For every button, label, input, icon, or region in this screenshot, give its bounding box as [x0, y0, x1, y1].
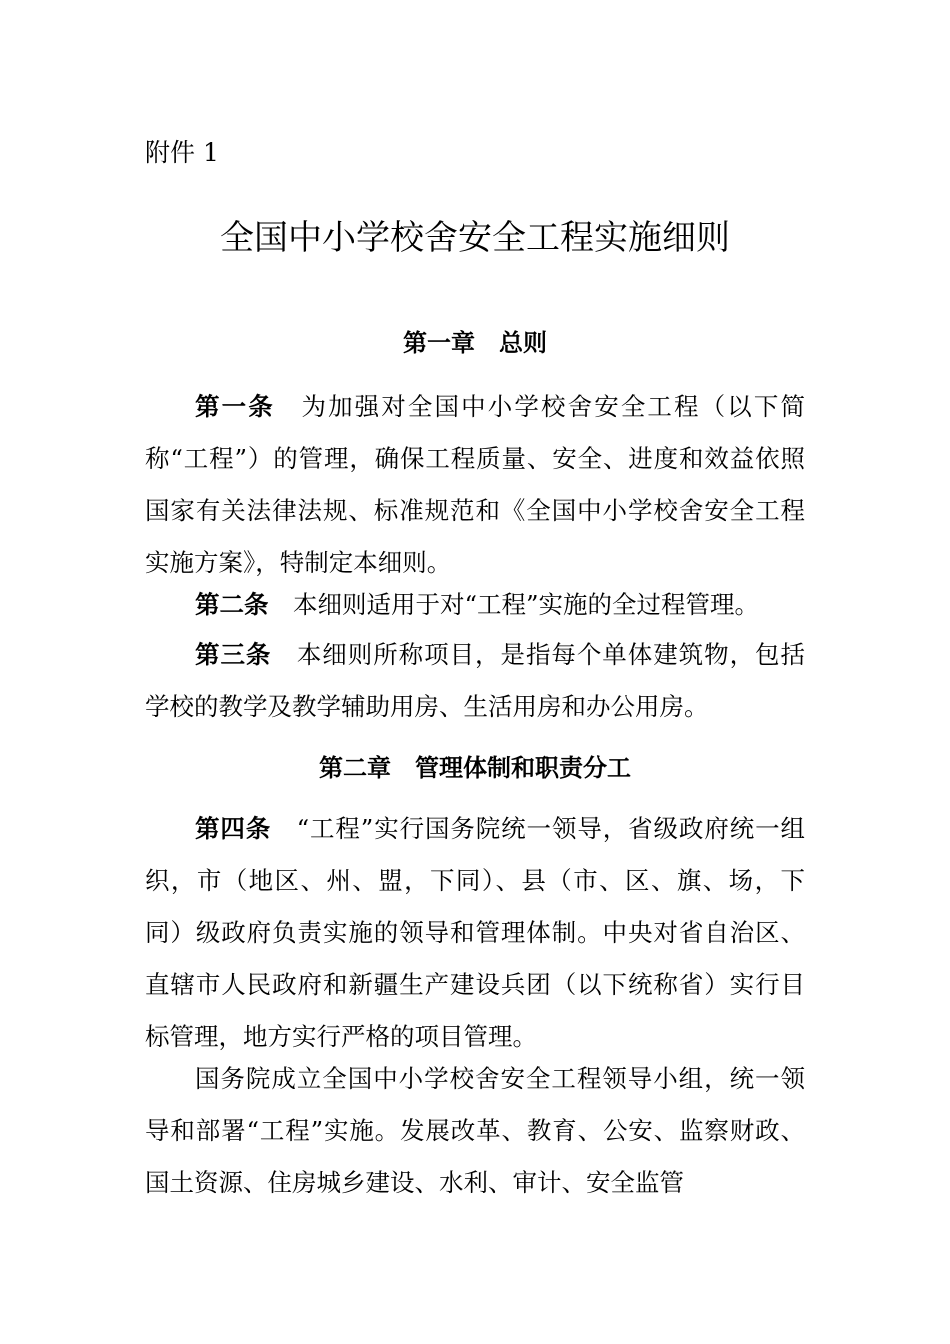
article-number: 第一条 — [195, 392, 275, 421]
article-text: “工程”实行国务院统一领导，省级政府统一组织，市（地区、州、盟，下同）、县（市、区、旗、场，下同）级政府负责实施的领导和管理体制。中央对省自治区、直辖市人民政府和新疆生产建设兵团（以下统称省）实行目标管理，地方实行严格的项目管理。 — [145, 814, 805, 1051]
attachment-label: 附件 1 — [145, 138, 219, 167]
article-number: 第二条 — [195, 590, 269, 619]
article-text: 为加强对全国中小学校舍安全工程（以下简称“工程”）的管理，确保工程质量、安全、进度和效益依照国家有关法律法规、标准规范和《全国中小学校舍安全工程实施方案》，特制定本细则。 — [145, 392, 806, 577]
document-title: 全国中小学校舍安全工程实施细则 — [220, 218, 730, 258]
article-paragraph — [145, 629, 805, 733]
chapter-heading-1: 第一章 总则 — [403, 329, 547, 357]
article-paragraph — [145, 381, 805, 589]
article-paragraph — [145, 803, 805, 1063]
paragraph-text: 国务院成立全国中小学校舍安全工程领导小组，统一领导和部署“工程”实施。发展改革、教育、公安、监察财政、国土资源、住房城乡建设、水利、审计、安全监管 — [145, 1064, 805, 1197]
article-paragraph — [145, 579, 805, 631]
chapter-heading-2: 第二章 管理体制和职责分工 — [319, 754, 631, 782]
article-text: 本细则所称项目，是指每个单体建筑物，包括学校的教学及教学辅助用房、生活用房和办公用房。 — [145, 640, 806, 721]
article-number: 第三条 — [195, 640, 272, 669]
article-number: 第四条 — [195, 814, 272, 843]
article-text: 本细则适用于对“工程”实施的全过程管理。 — [268, 590, 760, 619]
body-paragraph — [145, 1053, 805, 1209]
